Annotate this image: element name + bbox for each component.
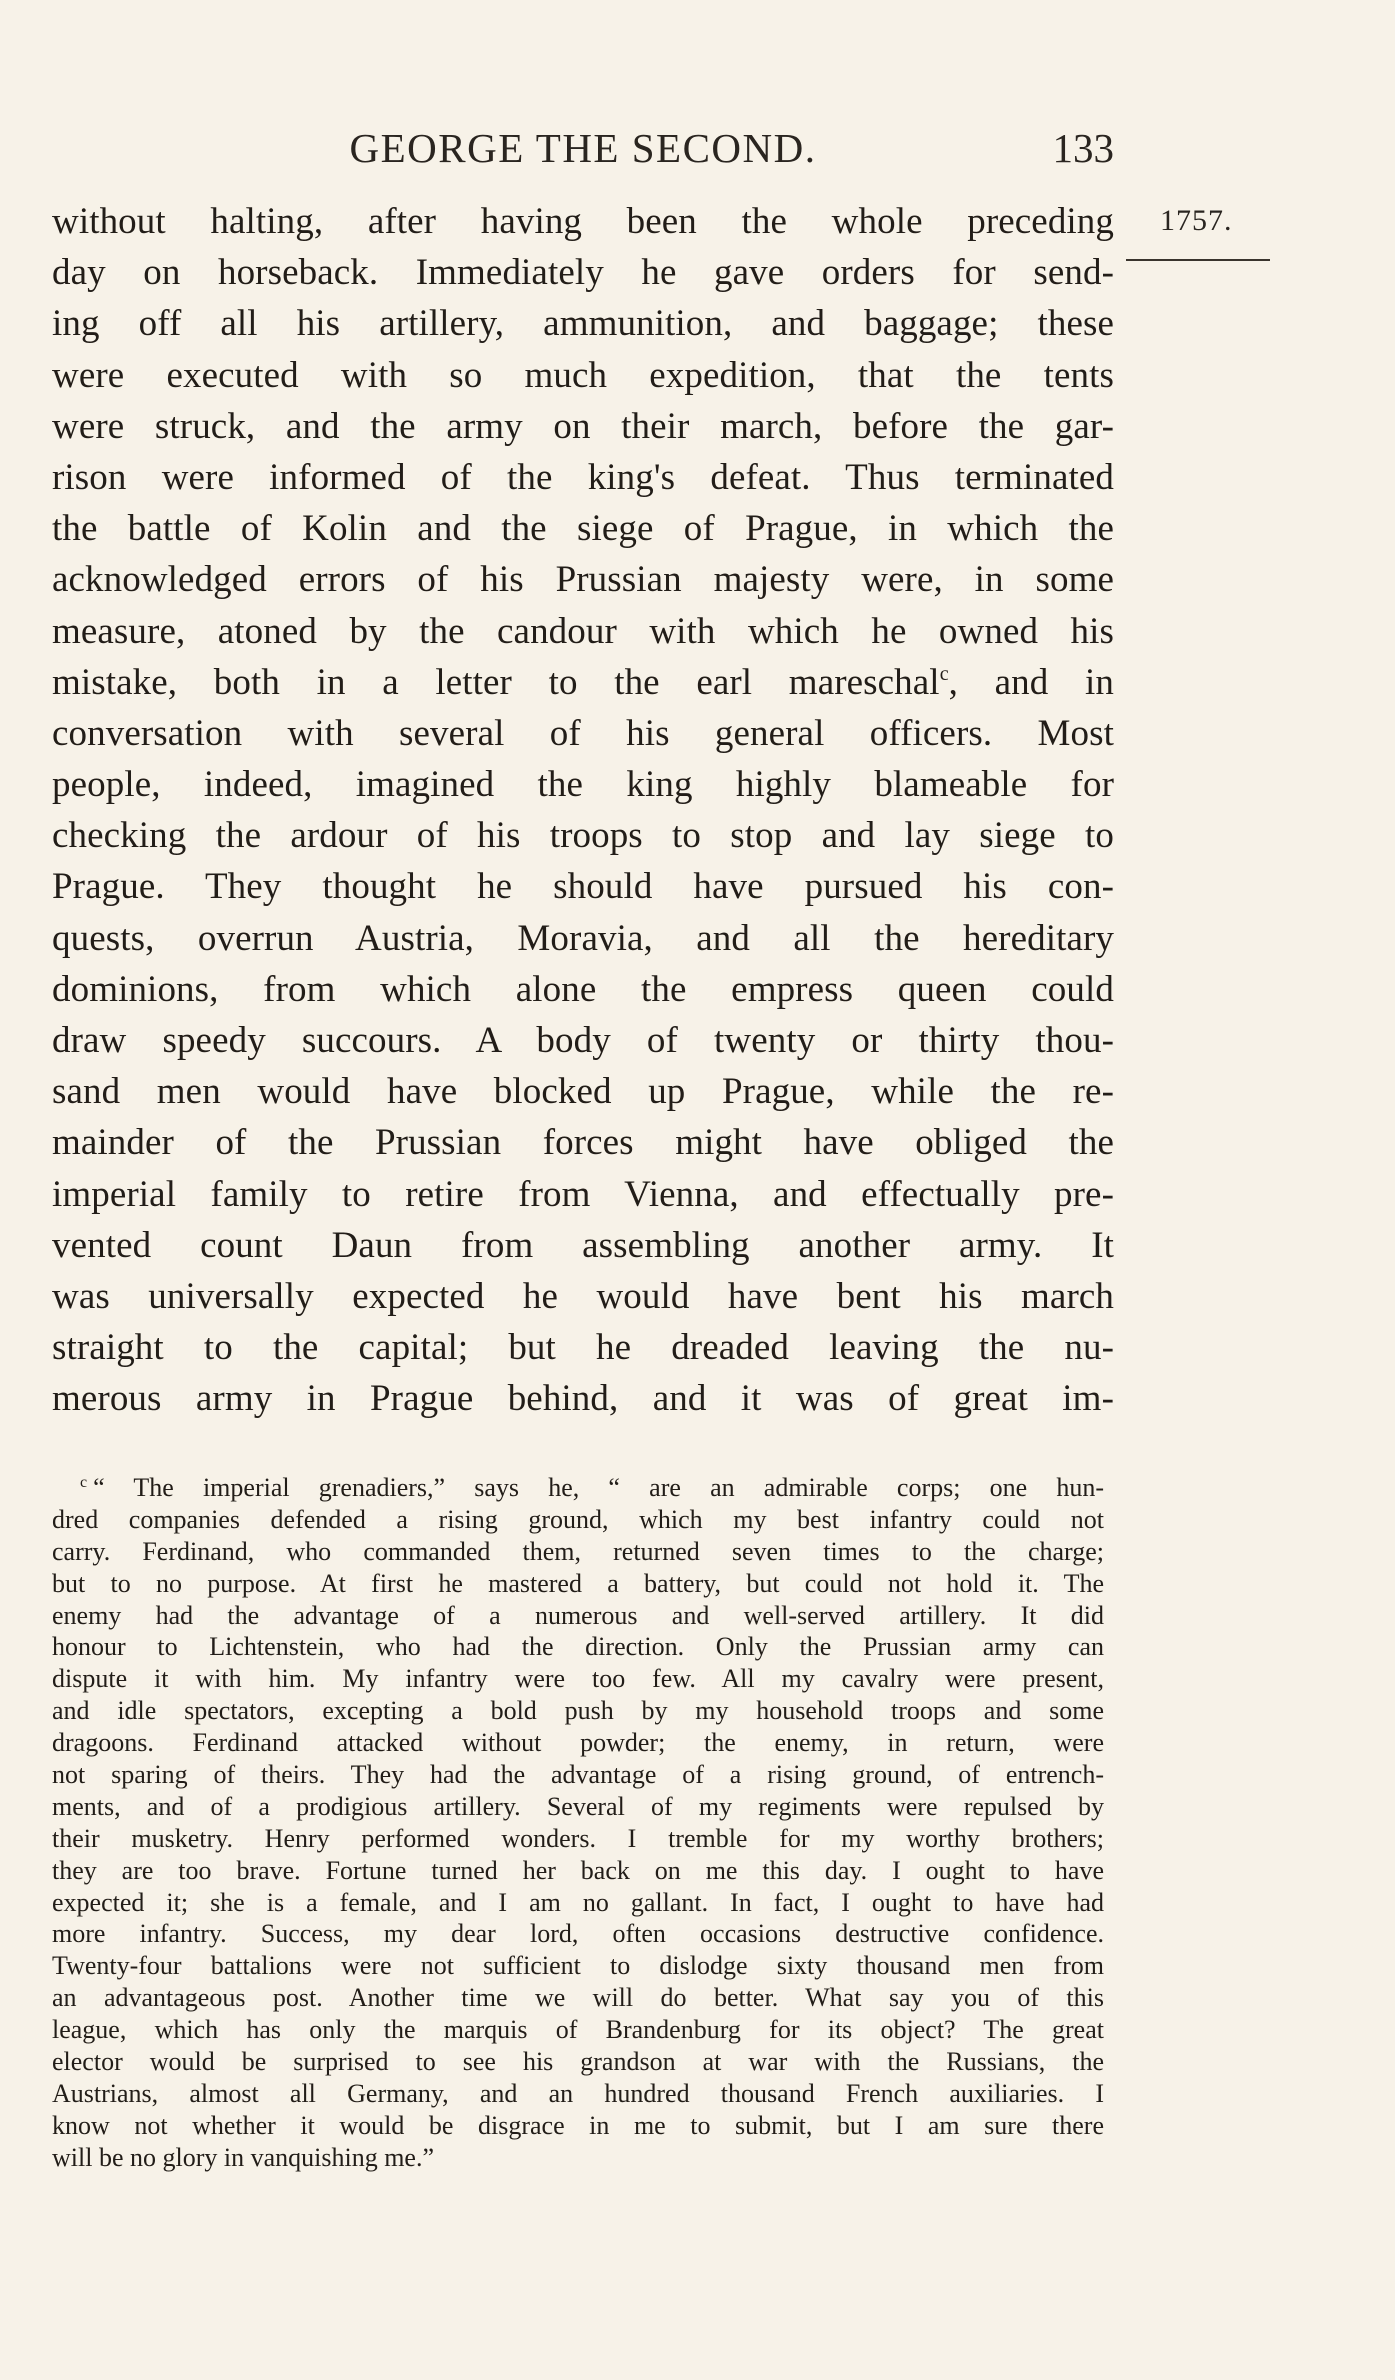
text-line: were executed with so much expedition, that the tents (52, 354, 1114, 396)
text-line: merous army in Prague behind, and it was of great im- (52, 1378, 1114, 1420)
footnote-line: expected it; she is a female, and I am no gallant. In fact, I ought to have had (52, 1887, 1104, 1917)
text-line: was universally expected he would have bent his march (52, 1275, 1114, 1317)
text-line: mainder of the Prussian forces might have obliged the (52, 1122, 1114, 1164)
footnote-line: elector would be surprised to see his grandson at war with the Russians, the (52, 2047, 1104, 2077)
main-text (52, 196, 1114, 1425)
footnote-line: dragoons. Ferdinand attacked without powder; the enemy, in return, were (52, 1728, 1104, 1758)
text-segment: , and in (948, 661, 1114, 703)
footnote-line: their musketry. Henry performed wonders. I tremble for my worthy brothers; (52, 1823, 1104, 1853)
running-title: GEORGE THE SECOND. (349, 125, 817, 171)
footnote-mark: c (80, 1474, 88, 1491)
footnote-line: will be no glory in vanquishing me.” (52, 2142, 435, 2172)
footnote-line: enemy had the advantage of a numerous and well-served artillery. It did (52, 1600, 1104, 1630)
text-line: day on horseback. Immediately he gave orders for send- (52, 252, 1114, 294)
text-line: dominions, from which alone the empress queen could (52, 968, 1114, 1010)
footnote-reference: c (939, 662, 949, 685)
footnote-line: ments, and of a prodigious artillery. Several of my regiments were repulsed by (52, 1791, 1104, 1821)
marginal-rule (1126, 259, 1270, 261)
text-line: straight to the capital; but he dreaded leaving the nu- (52, 1327, 1114, 1369)
footnote-line: and idle spectators, excepting a bold push by my household troops and some (52, 1696, 1104, 1726)
marginal-year: 1757. (1160, 204, 1233, 237)
footnote-line: they are too brave. Fortune turned her back on me this day. I ought to have (52, 1855, 1104, 1885)
text-line: acknowledged errors of his Prussian majesty were, in some (52, 559, 1114, 601)
footnote-line: know not whether it would be disgrace in me to submit, but I am sure there (52, 2110, 1104, 2140)
footnote-line: carry. Ferdinand, who commanded them, returned seven times to the charge; (52, 1536, 1104, 1566)
text-line-with-note (52, 657, 1114, 708)
text-line: draw speedy succours. A body of twenty or thirty thou- (52, 1020, 1114, 1061)
text-line: the battle of Kolin and the siege of Prague, in which the (52, 508, 1114, 550)
text-line: ing off all his artillery, ammunition, and baggage; these (52, 303, 1114, 345)
footnote-line: not sparing of theirs. They had the advantage of a rising ground, of entrench- (52, 1760, 1104, 1790)
footnote (52, 1472, 1104, 2174)
text-line: imperial family to retire from Vienna, and effectually pre- (52, 1173, 1114, 1215)
footnote-line: league, which has only the marquis of Brandenburg for its object? The great (52, 2015, 1104, 2045)
page-header (52, 118, 1114, 178)
text-line: rison were informed of the king's defeat. Thus terminated (52, 456, 1114, 498)
footnote-line: Austrians, almost all Germany, and an hundred thousand French auxiliaries. I (52, 2078, 1104, 2108)
text-line: were struck, and the army on their march, before the gar- (52, 405, 1114, 447)
text-line: sand men would have blocked up Prague, while the re- (52, 1071, 1114, 1113)
footnote-line: but to no purpose. At first he mastered a battery, but could not hold it. The (52, 1568, 1104, 1598)
text-line: without halting, after having been the whole preceding (52, 201, 1114, 242)
text-line: conversation with several of his general officers. Most (52, 712, 1114, 754)
text-line: vented count Daun from assembling another army. It (52, 1224, 1114, 1266)
text-segment: mistake, both in a letter to the earl mareschal (52, 661, 940, 703)
footnote-line: dred companies defended a rising ground, which my best infantry could not (52, 1504, 1104, 1534)
text-line: measure, atoned by the candour with which he owned his (52, 610, 1114, 652)
text-line: Prague. They thought he should have pursued his con- (52, 866, 1114, 908)
footnote-line: an advantageous post. Another time we will do better. What say you of this (52, 1983, 1104, 2013)
footnote-text: “ The imperial grenadiers,” says he, “ are an admirable corps; one hun- (93, 1473, 1104, 1502)
footnote-line: honour to Lichtenstein, who had the direction. Only the Prussian army can (52, 1632, 1104, 1662)
page-number: 133 (1052, 125, 1114, 171)
text-line: people, indeed, imagined the king highly blameable for (52, 764, 1114, 806)
text-line: quests, overrun Austria, Moravia, and all the hereditary (52, 917, 1114, 959)
footnote-line (52, 1472, 1104, 1504)
text-line: checking the ardour of his troops to stop and lay siege to (52, 815, 1114, 857)
footnote-line: Twenty-four battalions were not sufficient to dislodge sixty thousand men from (52, 1951, 1104, 1981)
footnote-line: dispute it with him. My infantry were too few. All my cavalry were present, (52, 1664, 1104, 1694)
footnote-line: more infantry. Success, my dear lord, often occasions destructive confidence. (52, 1919, 1104, 1949)
